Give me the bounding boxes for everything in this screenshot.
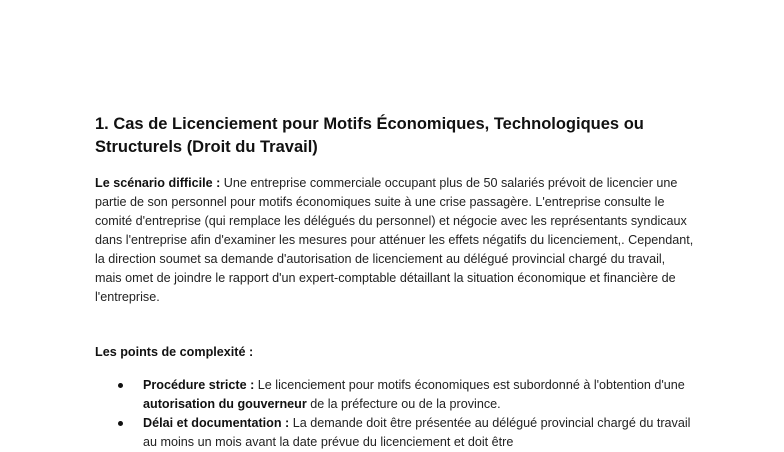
point-text-after: de la préfecture ou de la province. [306, 397, 501, 411]
scenario-paragraph [95, 174, 695, 307]
point-text: Le licenciement pour motifs économiques est subordonné à l'obtention d'une [254, 378, 685, 392]
list-item [115, 376, 695, 414]
scenario-lead: Le scénario difficile : [95, 176, 221, 190]
point-text: La demande doit être présentée au délégué provincial chargé du travail au moins un mois avant la date prévue du licenciement et doit être [143, 416, 691, 449]
scenario-body: Une entreprise commerciale occupant plus de 50 salariés prévoit de licencier une partie de son personnel pour motifs économiques suite à une crise passagère. L'entreprise consulte le comité d'entreprise (qui remplace les délégués du personnel) et négocie avec les représentants syndicaux dans l'entreprise afin d'examiner les mesures pour atténuer les effets négatifs du licenciement,. Cependant, la direction soumet sa demande d'autorisation de licenciement au délégué provincial chargé du travail, mais omet de joindre le rapport d'un expert-comptable détaillant la situation économique et financière de l'entreprise. [95, 176, 694, 304]
point-label: Procédure stricte : [143, 378, 255, 392]
bullet-icon [118, 421, 123, 426]
section-heading: 1. Cas de Licenciement pour Motifs Économiques, Technologiques ou Structurels (Droit du Travail) [95, 115, 644, 156]
list-item [115, 414, 695, 452]
point-strong-text: autorisation du gouverneur [143, 397, 307, 411]
complexity-points-title: Les points de complexité : [95, 345, 254, 359]
complexity-points-list [115, 376, 695, 452]
bullet-icon [118, 383, 123, 388]
point-label: Délai et documentation : [143, 416, 290, 430]
